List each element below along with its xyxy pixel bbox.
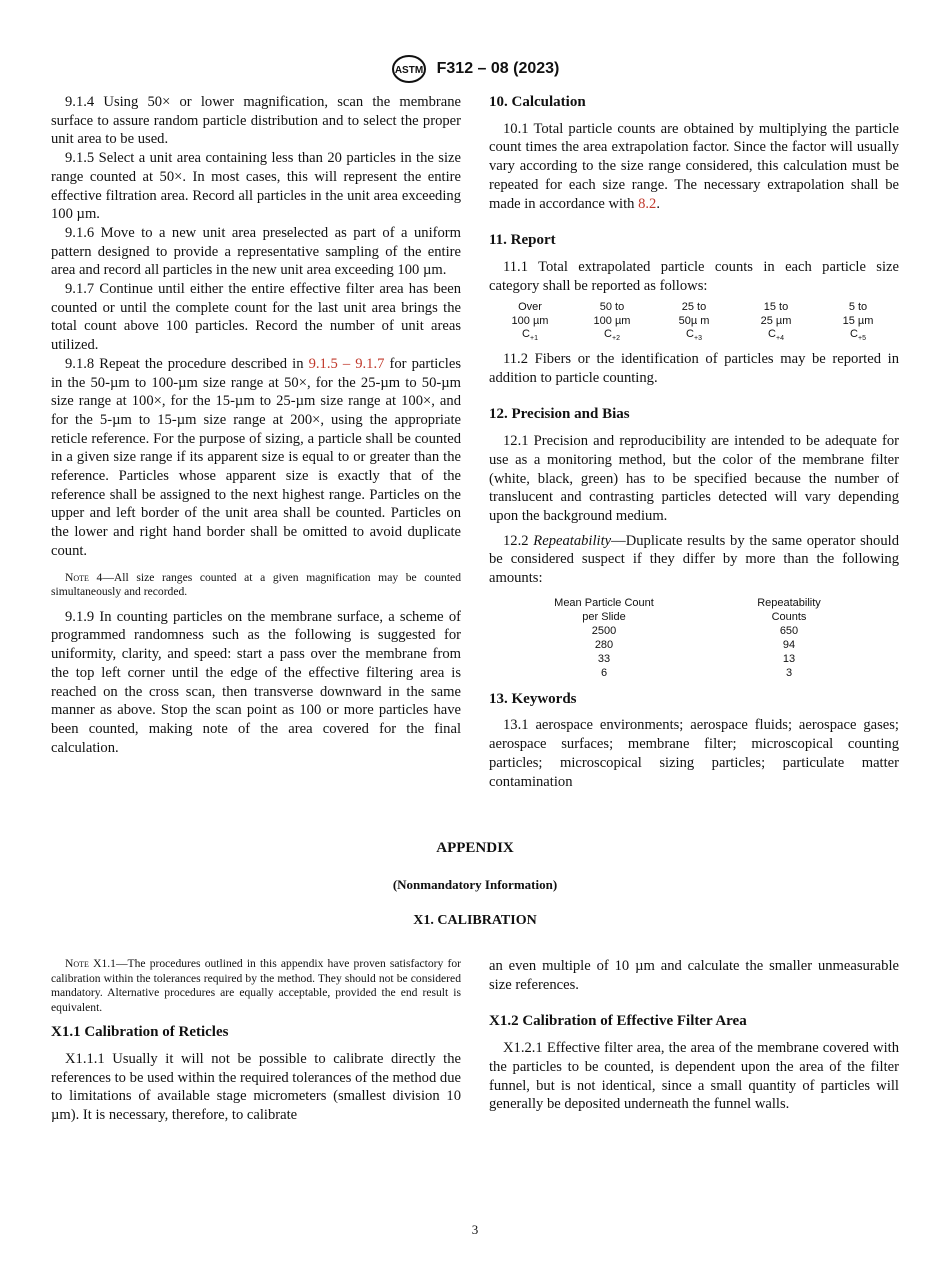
appendix-subtitle: (Nonmandatory Information) [392,877,558,892]
table-row: 100 µm 100 µm 50µ m 25 µm 15 µm [511,314,874,327]
page-header [0,54,950,84]
table-row: Over 50 to 25 to 15 to 5 to [518,301,868,314]
repeatability-table [489,596,899,680]
paragraph-x1-1-1: X1.1.1 Usually it will not be possible to calibrate directly the references to be used within the required tolerances of the method due to limitations of available stage micrometers (smallest division 10 µm). It is necessary, therefore, to calibrate [51,1051,461,1124]
particle-size-table [489,301,899,346]
astm-logo-icon [391,54,427,84]
document-designation: F312 – 08 (2023) [436,60,560,77]
page-number: 3 [471,1222,479,1237]
note-x1-1: Note X1.1—The procedures outlined in this appendix have proven satisfactory for calibration within the tolerances required by the method. They should not be considered mandatory. Alternative procedures are equally acceptable, provided the end result is equivalent. [51,957,461,1014]
left-column [51,93,461,757]
paragraph-12-2: 12.2 Repeatability—Duplicate results by the same operator should be considered suspect if they differ by more than the following amounts: [489,532,900,587]
paragraph-9-1-9: 9.1.9 In counting particles on the membrane surface, a scheme of programmed randomness such as the following is suggested for uniformity, clarity, and speed: start a pass over the membrane from the top left corner until the edge of the effective filtering area is reached on the cross scan, then transverse downward in the same manner as above. Stop the scan point as 100 or more particles have been counted, making note of the area covered for the final calculation. [51,608,461,756]
table-row: 280 94 [594,638,796,651]
appendix-title: APPENDIX [436,840,514,856]
paragraph-x1-2-1: X1.2.1 Effective filter area, the area of the membrane covered with the particles to be counted, is dependent upon the area of the filter funnel, but is not identical, since a small quantity of particles will generally be deposited underneath the funnel walls. [489,1040,899,1113]
paragraph-9-1-7: 9.1.7 Continue until either the entire effective filter area has been counted or until the complete count for the last unit area brings the total count above 100 particles. Record the number of unit areas utilized. [51,281,461,354]
heading-precision-bias: 12. Precision and Bias [489,406,630,423]
paragraph-12-1: 12.1 Precision and reproducibility are intended to be adequate for use as a monitoring method, but the color of the membrane filter (white, black, green) has to be specified because the number of translucent and contrasting particles detected will vary depending upon the background medium. [489,433,899,524]
paragraph-10-1: 10.1 Total particle counts are obtained by multiplying the particle count times the area extrapolation factor. Since the factor will usually vary according to the size range considered, this calculation must be repeated for each size range. The necessary extrapolation shall be made in accordance with 8.2. [489,120,899,212]
table-row: 6 3 [600,666,793,679]
paragraph-9-1-5: 9.1.5 Select a unit area containing less than 20 particles in the size range counted at 50×. In most cases, this will represent the entire effective filtration area. Record all particles in the unit area exceeding 100 µm. [51,150,461,223]
right-column [489,93,899,791]
heading-calibration-filter-area: X1.2 Calibration of Effective Filter Area [489,1013,747,1030]
heading-calculation: 10. Calculation [489,94,586,110]
appendix-left-column [51,957,461,1125]
heading-report: 11. Report [489,232,556,249]
table-row: $C_{+1}$ $C_{+2}$ $C_{+3}$ $C_{+4}$ $C_{+5}$ [522,328,866,343]
heading-calibration-reticles: X1.1 Calibration of Reticles [51,1024,229,1041]
section-reference-link[interactable]: 9.1.5 – 9.1.7 [308,355,385,372]
svg-text:ASTM: ASTM [394,65,423,76]
paragraph-13-1: 13.1 aerospace environments; aerospace fluids; aerospace gases; aerospace surfaces; membrane filter; microscopical counting particles; microscopical sizing particles; particulate matter contamination [489,717,899,790]
paragraph-x1-1-1-continued: an even multiple of 10 µm and calculate the smaller unmeasurable size references. [489,958,899,993]
section-8-2-link[interactable]: 8.2 [638,195,657,212]
paragraph-9-1-8: 9.1.8 Repeat the procedure described in 9.1.5 – 9.1.7 for particles in the 50-µm to 100-µm size range at 50×, for the 25-µm to 50-µm size range at 100×, for the 15-µm to 25-µm size range at 100×, and for the 5-µm to 15-µm size range at 200×, using the appropriate reticle reference. For the purpose of sizing, a particle shall be counted in a given size range if its apparent size is equal to or greater than the reference. Particles whose apparent size is exactly that of the reference shall be assigned to the next highest range. Particles on the upper and left border of the unit area shall be counted. Particles on the lower and right hand border shall be omitted to avoid duplicate count. [51,355,461,559]
table-row: 33 13 [597,652,796,665]
paragraph-9-1-4: 9.1.4 Using 50× or lower magnification, scan the membrane surface to assure random particle distribution and to select the proper unit area to be used. [51,94,461,148]
paragraph-9-1-6: 9.1.6 Move to a new unit area preselected as part of a uniform pattern designed to provide a representative sampling of the entire area and record all particles in the new unit area exceeding 100 µm. [51,224,461,279]
paragraph-11-1: 11.1 Total extrapolated particle counts in each particle size category shall be reported as follows: [489,258,899,294]
paragraph-11-2: 11.2 Fibers or the identification of particles may be reported in addition to particle counting. [489,351,899,386]
heading-keywords: 13. Keywords [489,690,577,707]
table-row: 2500 650 [591,624,799,637]
note-4: Note 4—All size ranges counted at a given magnification may be counted simultaneously and recorded. [51,570,461,599]
appendix-section-title: X1. CALIBRATION [413,913,537,928]
table-row: per Slide Counts [582,610,807,623]
table-row: Mean Particle Count Repeatability [554,596,821,609]
appendix-right-column [489,957,899,1114]
